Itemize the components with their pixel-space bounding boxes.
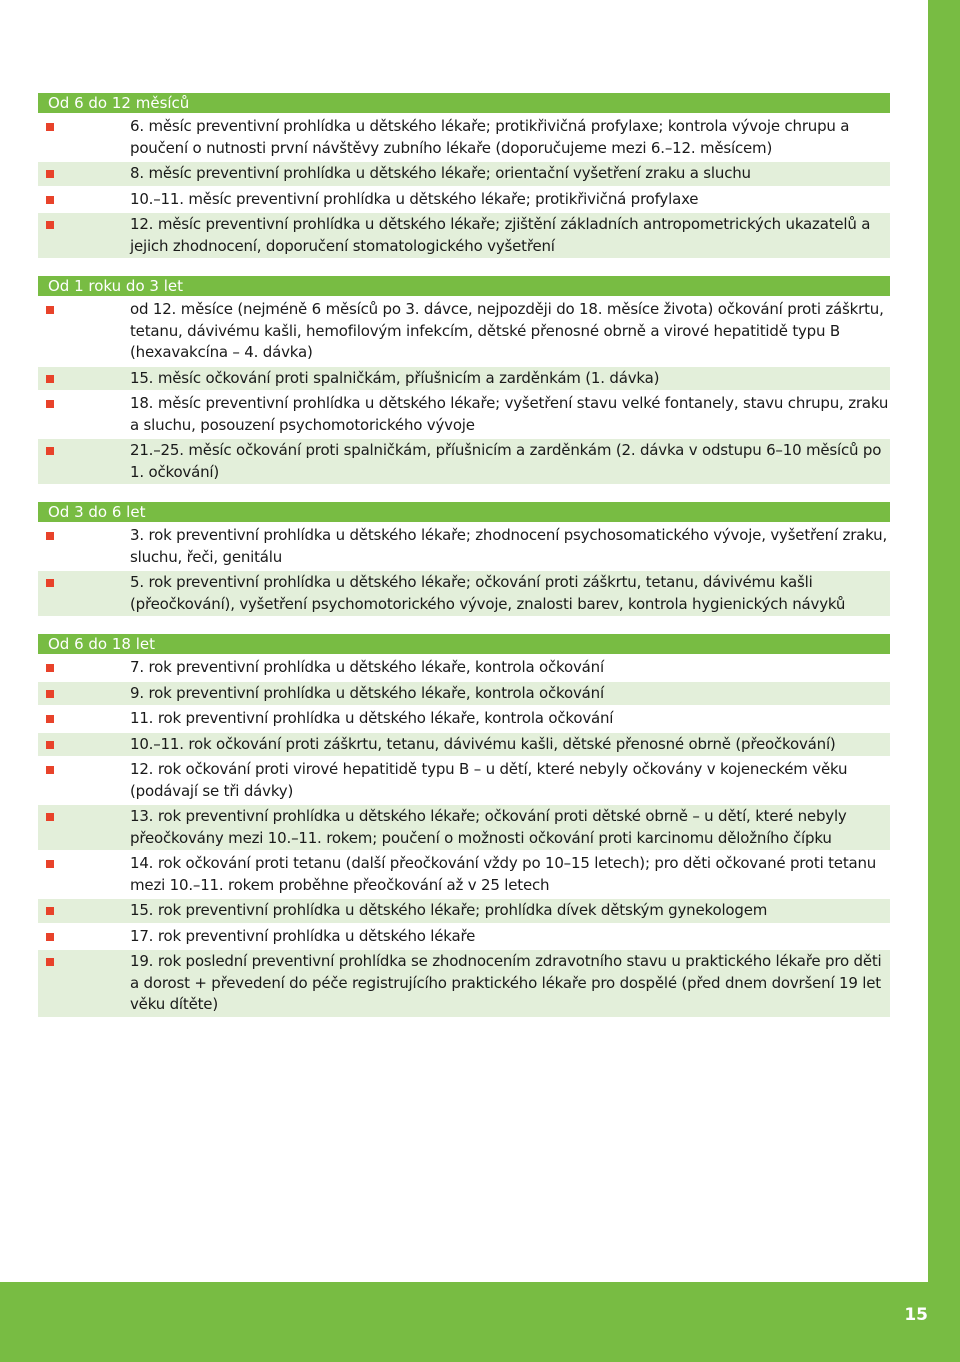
list-item xyxy=(38,524,890,569)
list-item xyxy=(38,805,890,850)
list-item xyxy=(38,758,890,803)
section-header: Od 6 do 18 let xyxy=(38,634,890,654)
list-item-text: 8. měsíc preventivní prohlídka u dětského lékaře; orientační vyšetření zraku a sluchu xyxy=(130,164,751,182)
list-item-text: 3. rok preventivní prohlídka u dětského lékaře; zhodnocení psychosomatického vývoje, vyšetření zraku, sluchu, řeči, genitálu xyxy=(130,526,888,566)
list-item xyxy=(38,950,890,1017)
schedule-section xyxy=(38,502,890,616)
list-item xyxy=(38,162,890,186)
square-bullet-icon xyxy=(46,400,54,408)
square-bullet-icon xyxy=(46,375,54,383)
schedule-section xyxy=(38,276,890,484)
square-bullet-icon xyxy=(46,958,54,966)
square-bullet-icon xyxy=(46,715,54,723)
square-bullet-icon xyxy=(46,170,54,178)
list-item-text: 11. rok preventivní prohlídka u dětského lékaře, kontrola očkování xyxy=(130,709,614,727)
right-accent-band xyxy=(928,0,960,1362)
square-bullet-icon xyxy=(46,860,54,868)
list-item xyxy=(38,707,890,731)
list-item xyxy=(38,367,890,391)
list-item xyxy=(38,115,890,160)
list-item xyxy=(38,852,890,897)
list-item-text: 13. rok preventivní prohlídka u dětského lékaře; očkování proti dětské obrně – u dětí, které nebyly přeočkovány mezi 10.–11. rokem; poučení o možnosti očkování proti karcinomu děložního čípku xyxy=(130,807,847,847)
list-item xyxy=(38,682,890,706)
list-item xyxy=(38,392,890,437)
square-bullet-icon xyxy=(46,123,54,131)
list-item-text: 18. měsíc preventivní prohlídka u dětského lékaře; vyšetření stavu velké fontanely, stavu chrupu, zraku a sluchu, posouzení psychomotorického vývoje xyxy=(130,394,889,434)
list-item-text: od 12. měsíce (nejméně 6 měsíců po 3. dávce, nejpozději do 18. měsíce života) očkování proti záškrtu, tetanu, dávivému kašli, hemofilovým infekcím, dětské přenosné obrně a virové hepatitidě typu B (hexavakcína – 4. dávka) xyxy=(130,300,884,361)
square-bullet-icon xyxy=(46,664,54,672)
square-bullet-icon xyxy=(46,690,54,698)
list-item-text: 14. rok očkování proti tetanu (další přeočkování vždy po 10–15 letech); pro děti očkované proti tetanu mezi 10.–11. rokem proběhne přeočkování až v 25 letech xyxy=(130,854,877,894)
schedule-content xyxy=(38,93,890,1035)
section-header: Od 3 do 6 let xyxy=(38,502,890,522)
section-header: Od 1 roku do 3 let xyxy=(38,276,890,296)
list-item-text: 7. rok preventivní prohlídka u dětského lékaře, kontrola očkování xyxy=(130,658,604,676)
list-item xyxy=(38,571,890,616)
list-item-text: 9. rok preventivní prohlídka u dětského lékaře, kontrola očkování xyxy=(130,683,604,702)
list-item xyxy=(38,925,890,949)
schedule-section xyxy=(38,93,890,258)
list-item xyxy=(38,733,890,757)
list-item-text: 17. rok preventivní prohlídka u dětského lékaře xyxy=(130,926,476,945)
list-item-text: 15. měsíc očkování proti spalničkám, příušnicím a zarděnkám (1. dávka) xyxy=(130,368,660,387)
list-item xyxy=(38,213,890,258)
square-bullet-icon xyxy=(46,741,54,749)
list-item xyxy=(38,899,890,923)
square-bullet-icon xyxy=(46,532,54,540)
square-bullet-icon xyxy=(46,306,54,314)
list-item-text: 12. rok očkování proti virové hepatitidě typu B – u dětí, které nebyly očkovány v kojeneckém věku (podávají se tři dávky) xyxy=(130,760,848,800)
list-item-text: 12. měsíc preventivní prohlídka u dětského lékaře; zjištění základních antropometrických ukazatelů a jejich zhodnocení, doporučení stomatologického vyšetření xyxy=(130,215,871,255)
list-item xyxy=(38,188,890,212)
list-item-text: 10.–11. měsíc preventivní prohlídka u dětského lékaře; protikřivičná profylaxe xyxy=(130,189,699,208)
list-item-text: 15. rok preventivní prohlídka u dětského lékaře; prohlídka dívek dětským gynekologem xyxy=(130,901,768,919)
list-item xyxy=(38,439,890,484)
square-bullet-icon xyxy=(46,447,54,455)
square-bullet-icon xyxy=(46,766,54,774)
list-item-text: 5. rok preventivní prohlídka u dětského lékaře; očkování proti záškrtu, tetanu, dávivému kašli (přeočkování), vyšetření psychomotorického vývoje, znalosti barev, kontrola hygienických návyků xyxy=(130,573,846,613)
list-item-text: 6. měsíc preventivní prohlídka u dětského lékaře; protikřivičná profylaxe; kontrola vývoje chrupu a poučení o nutnosti první návštěvy zubního lékaře (doporučujeme mezi 6.–12. měsícem) xyxy=(130,117,850,157)
square-bullet-icon xyxy=(46,221,54,229)
list-item xyxy=(38,298,890,365)
square-bullet-icon xyxy=(46,579,54,587)
square-bullet-icon xyxy=(46,933,54,941)
list-item-text: 19. rok poslední preventivní prohlídka se zhodnocením zdravotního stavu u praktického lékaře pro děti a dorost + převedení do péče registrujícího praktického lékaře pro dospělé (před dnem dovršení 19 let věku dítěte) xyxy=(130,952,882,1013)
list-item-text: 21.–25. měsíc očkování proti spalničkám, příušnicím a zarděnkám (2. dávka v odstupu 6–10 měsíců po 1. očkování) xyxy=(130,441,882,481)
square-bullet-icon xyxy=(46,196,54,204)
square-bullet-icon xyxy=(46,907,54,915)
section-header: Od 6 do 12 měsíců xyxy=(38,93,890,113)
bottom-accent-band xyxy=(0,1282,960,1362)
list-item-text: 10.–11. rok očkování proti záškrtu, tetanu, dávivému kašli, dětské přenosné obrně (přeočkování) xyxy=(130,734,836,753)
schedule-section xyxy=(38,634,890,1017)
page-number: 15 xyxy=(904,1305,928,1325)
list-item xyxy=(38,656,890,680)
square-bullet-icon xyxy=(46,813,54,821)
